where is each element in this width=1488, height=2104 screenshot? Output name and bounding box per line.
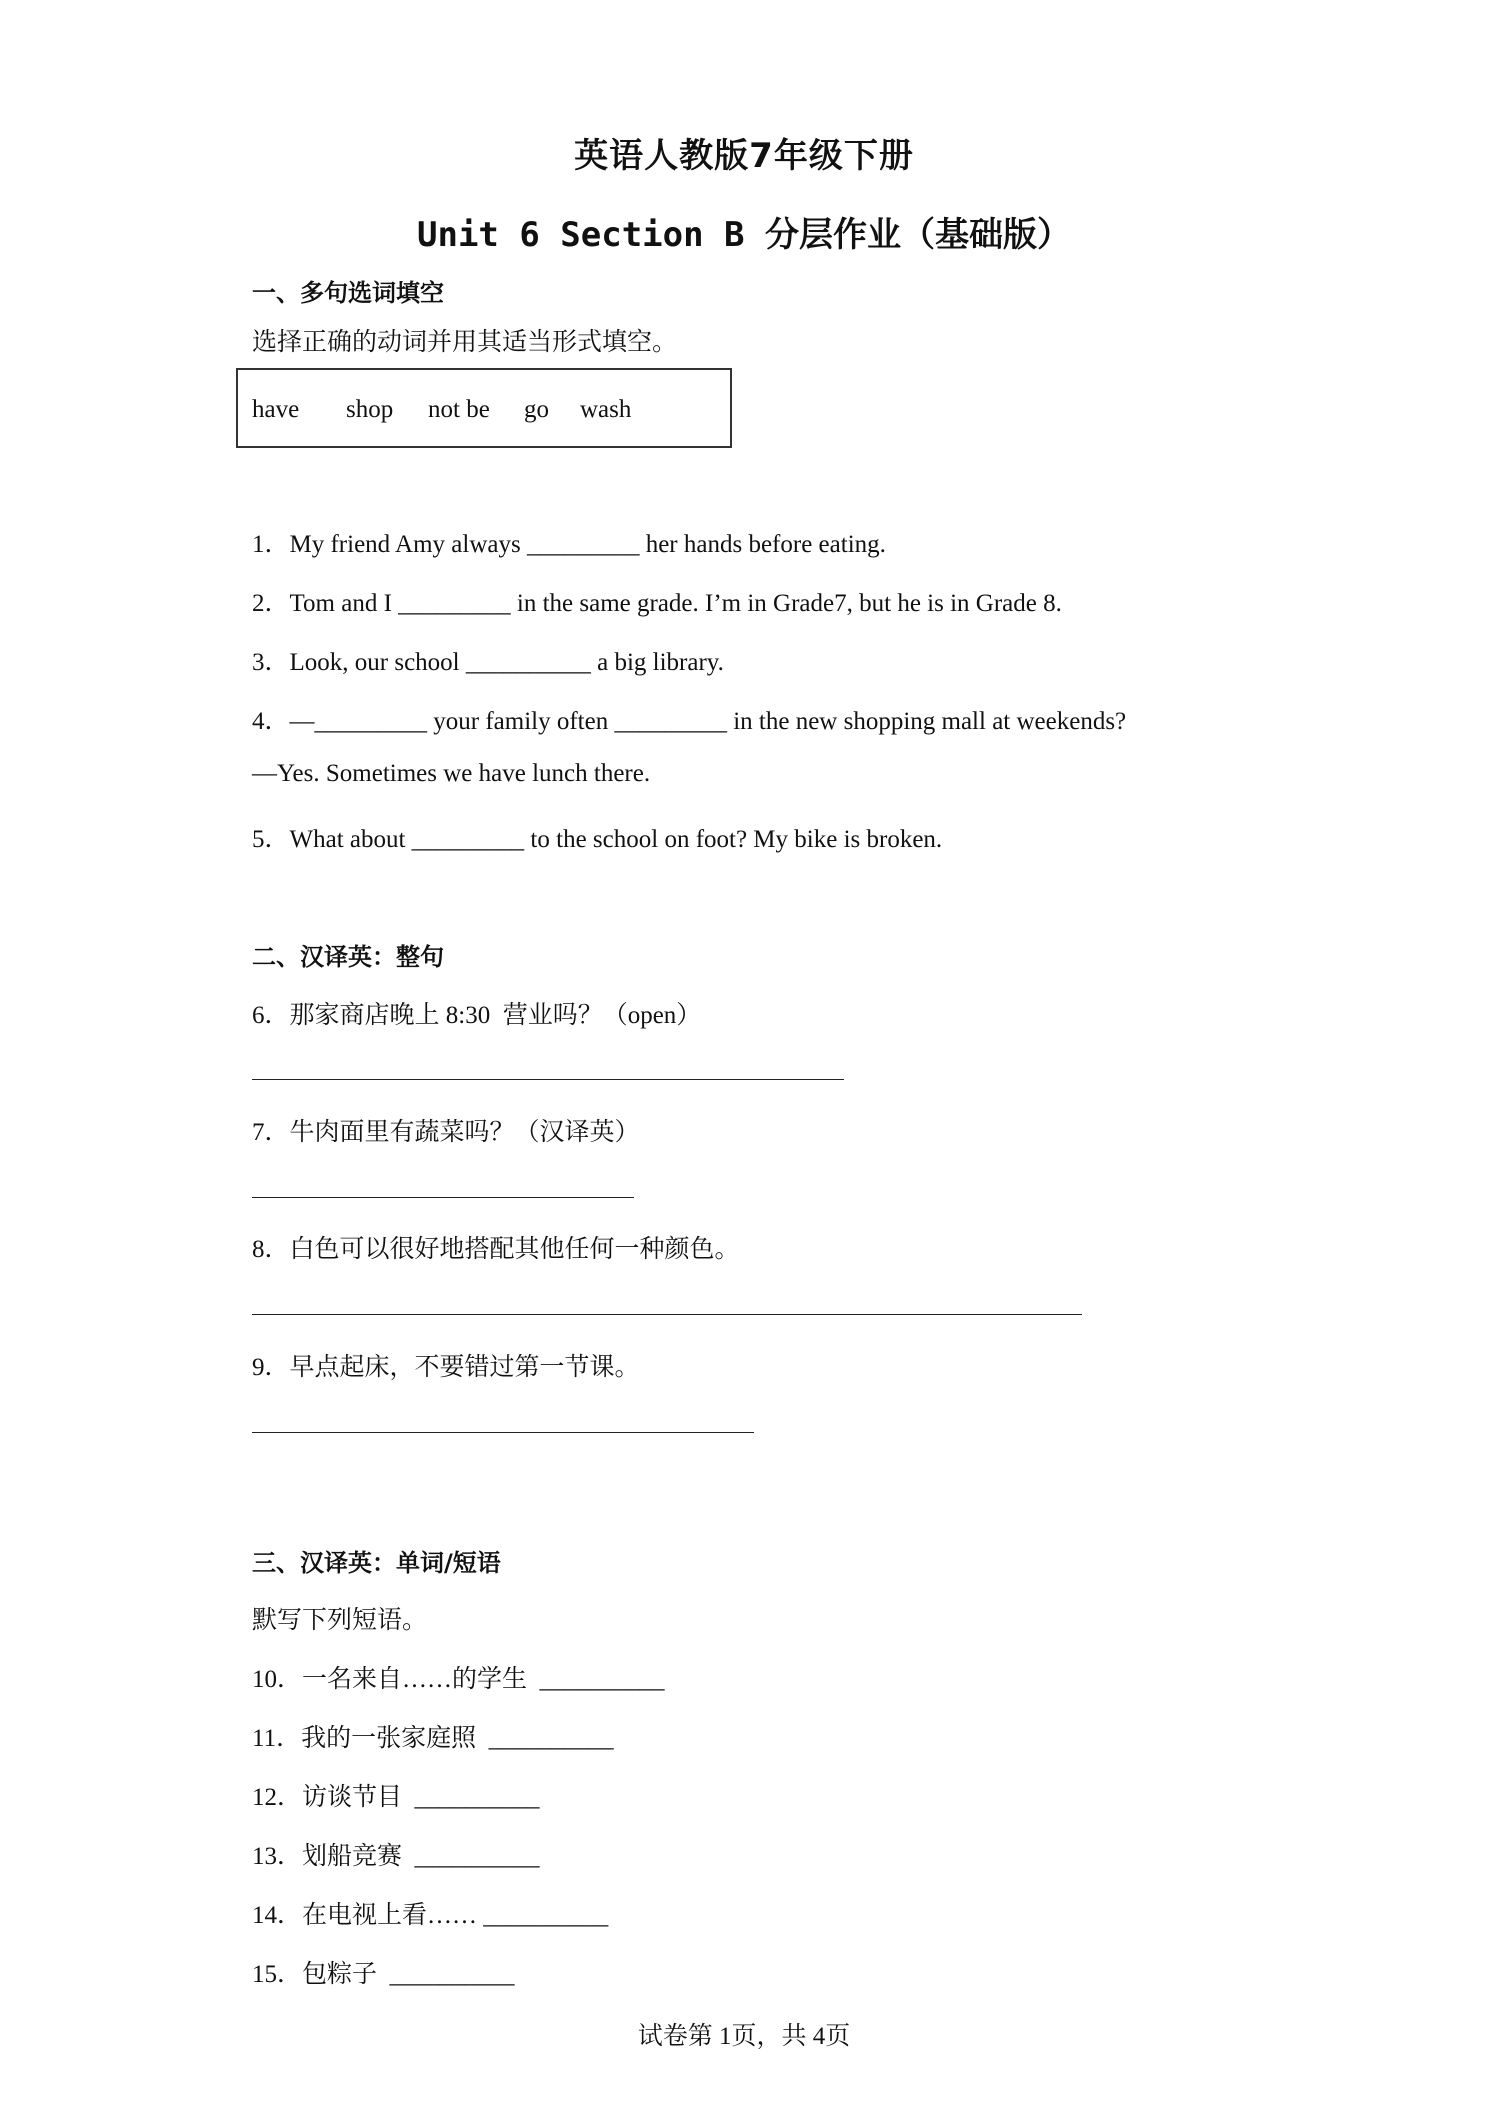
question-15: 15．包粽子 __________ [252,1961,515,1988]
section1-heading: 一、多句选词填空 [252,279,444,307]
section3-instruction: 默写下列短语。 [252,1607,428,1634]
question-4-answer: —Yes. Sometimes we have lunch there. [252,760,651,787]
answer-line-6[interactable] [252,1079,844,1080]
word-bank-item: not be [428,396,490,423]
word-bank-item: wash [580,396,632,423]
document-title: 英语人教版7年级下册 [574,136,914,176]
question-2: 2．Tom and I _________ in the same grade. I’m in Grade7, but he is in Grade 8. [252,590,1062,617]
word-bank-item: go [524,396,549,423]
section1-instruction: 选择正确的动词并用其适当形式填空。 [252,329,678,356]
question-7: 7．牛肉面里有蔬菜吗？（汉译英） [252,1119,640,1146]
page-footer: 试卷第 1页，共 4页 [637,2023,851,2050]
question-12: 12．访谈节目 __________ [252,1784,540,1811]
question-1: 1．My friend Amy always _________ her hands before eating. [252,531,886,558]
question-13: 13．划船竞赛 __________ [252,1843,540,1870]
answer-line-7[interactable] [252,1197,634,1198]
question-11: 11．我的一张家庭照 __________ [252,1725,614,1752]
question-6: 6．那家商店晚上 8:30 营业吗？（open） [252,1002,702,1029]
question-9: 9．早点起床，不要错过第一节课。 [252,1354,640,1381]
word-bank-box [236,368,732,448]
question-8: 8．白色可以很好地搭配其他任何一种颜色。 [252,1236,740,1263]
word-bank-item: shop [346,396,394,423]
section3-heading: 三、汉译英：单词/短语 [252,1549,501,1577]
answer-line-8[interactable] [252,1314,1082,1315]
question-5: 5．What about _________ to the school on foot? My bike is broken. [252,826,943,853]
section2-heading: 二、汉译英：整句 [252,943,444,971]
document-subtitle: Unit 6 Section B 分层作业（基础版） [417,215,1071,255]
word-bank-item: have [252,396,300,423]
answer-line-9[interactable] [252,1432,754,1433]
question-3: 3．Look, our school __________ a big library. [252,649,724,676]
question-14: 14．在电视上看…… __________ [252,1902,609,1929]
question-10: 10．一名来自……的学生 __________ [252,1666,665,1693]
question-4: 4．—_________ your family often _________ in the new shopping mall at weekends? [252,708,1127,735]
